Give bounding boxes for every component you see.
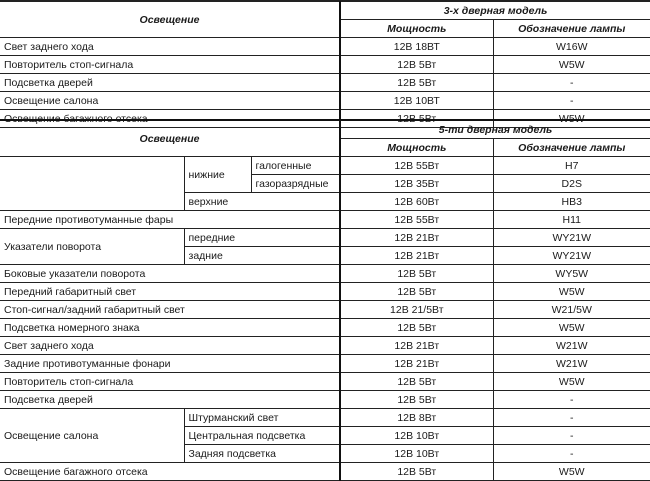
header-lamp: Обозначение лампы: [493, 139, 650, 157]
header-lighting: Освещение: [0, 2, 340, 38]
header-power: Мощность: [340, 20, 493, 38]
header-model: 5-ти дверная модель: [340, 120, 650, 139]
table-row: Свет заднего хода 12В 21Вт W21W: [0, 337, 650, 355]
table-row: Освещение салона Штурманский свет 12В 8Вт -: [0, 409, 650, 427]
table-5-door: [0, 119, 650, 481]
table-row: Освещение багажного отсека 12В 5Вт W5W: [0, 110, 650, 128]
table-row: Освещение салона 12В 10ВТ -: [0, 92, 650, 110]
header-lamp: Обозначение лампы: [493, 20, 650, 38]
table-row: Повторитель стоп-сигнала 12В 5Вт W5W: [0, 56, 650, 74]
table-row: Подсветка дверей 12В 5Вт -: [0, 391, 650, 409]
table-row: Освещение багажного отсека 12В 5Вт W5W: [0, 463, 650, 481]
header-power: Мощность: [340, 139, 493, 157]
table-row: задние 12В 21Вт WY21W: [0, 247, 650, 265]
table-row: Задняя подсветка 12В 10Вт -: [0, 445, 650, 463]
table-row: верхние 12В 60Вт HB3: [0, 193, 650, 211]
table-row: Стоп-сигнал/задний габаритный свет 12В 21/5Вт W21/5W: [0, 301, 650, 319]
header-model: 3-х дверная модель: [340, 2, 650, 20]
table-row: Указатели поворота передние 12В 21Вт WY21W: [0, 229, 650, 247]
table-row: Центральная подсветка 12В 10Вт -: [0, 427, 650, 445]
table-row: нижние галогенные 12В 55Вт H7: [0, 157, 650, 175]
table-row: Свет заднего хода 12В 18ВТ W16W: [0, 38, 650, 56]
table-row: Передние противотуманные фары 12В 55Вт H11: [0, 211, 650, 229]
table-row: газоразрядные 12В 35Вт D2S: [0, 175, 650, 193]
table-row: Подсветка дверей 12В 5Вт -: [0, 74, 650, 92]
table-row: Подсветка номерного знака 12В 5Вт W5W: [0, 319, 650, 337]
table-row: Боковые указатели поворота 12В 5Вт WY5W: [0, 265, 650, 283]
table-3-door: [0, 1, 650, 128]
table-row: Повторитель стоп-сигнала 12В 5Вт W5W: [0, 373, 650, 391]
headlights-group: [0, 157, 184, 211]
header-lighting: Освещение: [0, 120, 340, 157]
table-row: Передний габаритный свет 12В 5Вт W5W: [0, 283, 650, 301]
table-row: Задние противотуманные фонари 12В 21Вт W21W: [0, 355, 650, 373]
